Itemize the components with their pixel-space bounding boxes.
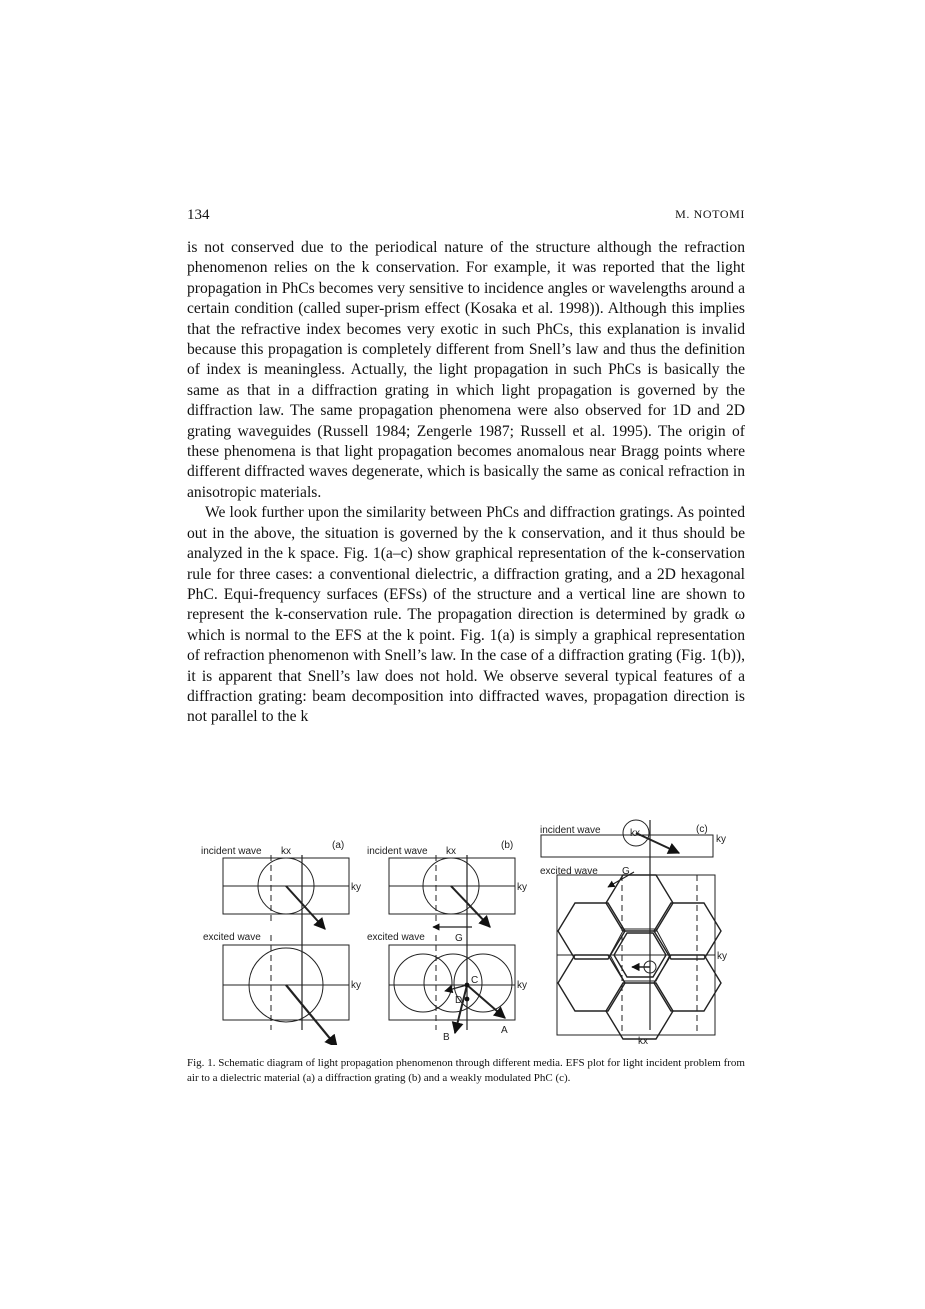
panel-b-B-label: B [443, 1032, 450, 1043]
panel-a-excited-arrow [286, 985, 337, 1045]
body-text [187, 238, 745, 728]
figure-caption: Fig. 1. Schematic diagram of light propagation phenomenon through different media. EFS plot for light incident problem from air to a dielectric material (a) a diffraction grating (b) and a weakly modulated PhC (c). [187, 1057, 745, 1084]
figure-1 [187, 815, 745, 1045]
panel-c-hex-top [606, 875, 673, 931]
paragraph: is not conserved due to the periodical nature of the structure although the refraction phenomenon relies on the k conservation. For example, it was reported that the light propagation in PhCs becomes very sensitive to incidence angles or wavelengths around a certain condition (called super-prism effect (Kosaka et al. 1998)). Although this implies that the refractive index becomes very exotic in such PhCs, this explanation is invalid because this propagation is completely different from Snell’s law and thus the definition of index is meaningless. Actually, the light propagation in such PhCs is basically the same as that in a diffraction grating in which light propagation is governed by the diffraction law. The same propagation phenomena were also observed for 1D and 2D grating waveguides (Russell 1984; Zengerle 1987; Russell et al. 1995). The origin of these phenomena is that light propagation becomes anomalous near Bragg points where different diffracted waves degenerate, which is basically the same as conical refraction in anisotropic materials. [187, 239, 745, 501]
panel-b-point-C [465, 983, 470, 988]
panel-c-incident-arrow [636, 833, 679, 853]
panel-b-G-label: G [455, 933, 463, 944]
page-header [187, 207, 745, 227]
figure-1-diagram [187, 815, 745, 1045]
panel-c-ky-label: ky [716, 834, 726, 845]
panel-c-hex-bottom [606, 983, 673, 1039]
panel-c-hex-lower-right [654, 955, 721, 1011]
panel-c-incident-label: incident wave [540, 825, 601, 836]
panel-a-tag: (a) [332, 840, 345, 851]
panel-c-incident-box [541, 835, 713, 857]
panel-a-incident-arrow [286, 886, 325, 929]
panel-b-arrow-C [445, 985, 467, 991]
panel-a-kx-label: kx [281, 846, 291, 857]
page-number: 134 [187, 207, 210, 223]
panel-b-ky-label: ky [517, 882, 527, 893]
panel-b-A-label: A [501, 1025, 508, 1036]
panel-b-ky-label-2: ky [517, 980, 527, 991]
panel-b [389, 855, 515, 1033]
panel-c-excited-label: excited wave [540, 866, 598, 877]
panel-b-point-D [465, 997, 470, 1002]
panel-b-incident-arrow [451, 886, 490, 927]
panel-a-ky-label: ky [351, 882, 361, 893]
paragraph: We look further upon the similarity between PhCs and diffraction gratings. As pointed out in the above, the situation is governed by the k conservation, and it thus should be analyzed in the k space. Fig. 1(a–c) show graphical representation of the k-conservation rule for three cases: a conventional dielectric, a diffraction grating, and a 2D hexagonal PhC. Equi-frequency surfaces (EFSs) of the structure and a vertical line are shown to represent the k-conservation rule. The propagation direction is determined by gradk ω which is normal to the EFS at the k point. Fig. 1(a) is simply a graphical representation of refraction phenomenon with Snell’s law. In the case of a diffraction grating (Fig. 1(b)), it is apparent that Snell’s law does not hold. We observe several typical features of a diffraction grating: beam decomposition into diffracted waves, propagation direction is not parallel to the k [187, 504, 745, 726]
panel-c-G-label: G [622, 866, 630, 877]
panel-c-ky-label-2: ky [717, 951, 727, 962]
panel-c-hex-upper-left [558, 903, 625, 959]
panel-b-arrow-A [467, 985, 505, 1018]
panel-c-kx-label: kx [630, 828, 640, 839]
panel-a-ky-label-2: ky [351, 980, 361, 991]
panel-b-D-label: D [455, 995, 463, 1006]
panel-c [541, 820, 721, 1039]
panel-a-incident-label: incident wave [201, 846, 262, 857]
panel-b-C-label: C [471, 975, 479, 986]
panel-a-excited-box [223, 945, 349, 1020]
panel-a [223, 855, 349, 1045]
panel-b-incident-label: incident wave [367, 846, 428, 857]
panel-c-kx-label-2: kx [638, 1036, 648, 1045]
running-head-author: M. NOTOMI [675, 207, 745, 221]
panel-b-excited-label: excited wave [367, 932, 425, 943]
panel-c-tag: (c) [696, 824, 708, 835]
panel-b-efs-left [394, 954, 452, 1012]
panel-b-kx-label: kx [446, 846, 456, 857]
panel-a-excited-label: excited wave [203, 932, 261, 943]
panel-b-tag: (b) [501, 840, 514, 851]
